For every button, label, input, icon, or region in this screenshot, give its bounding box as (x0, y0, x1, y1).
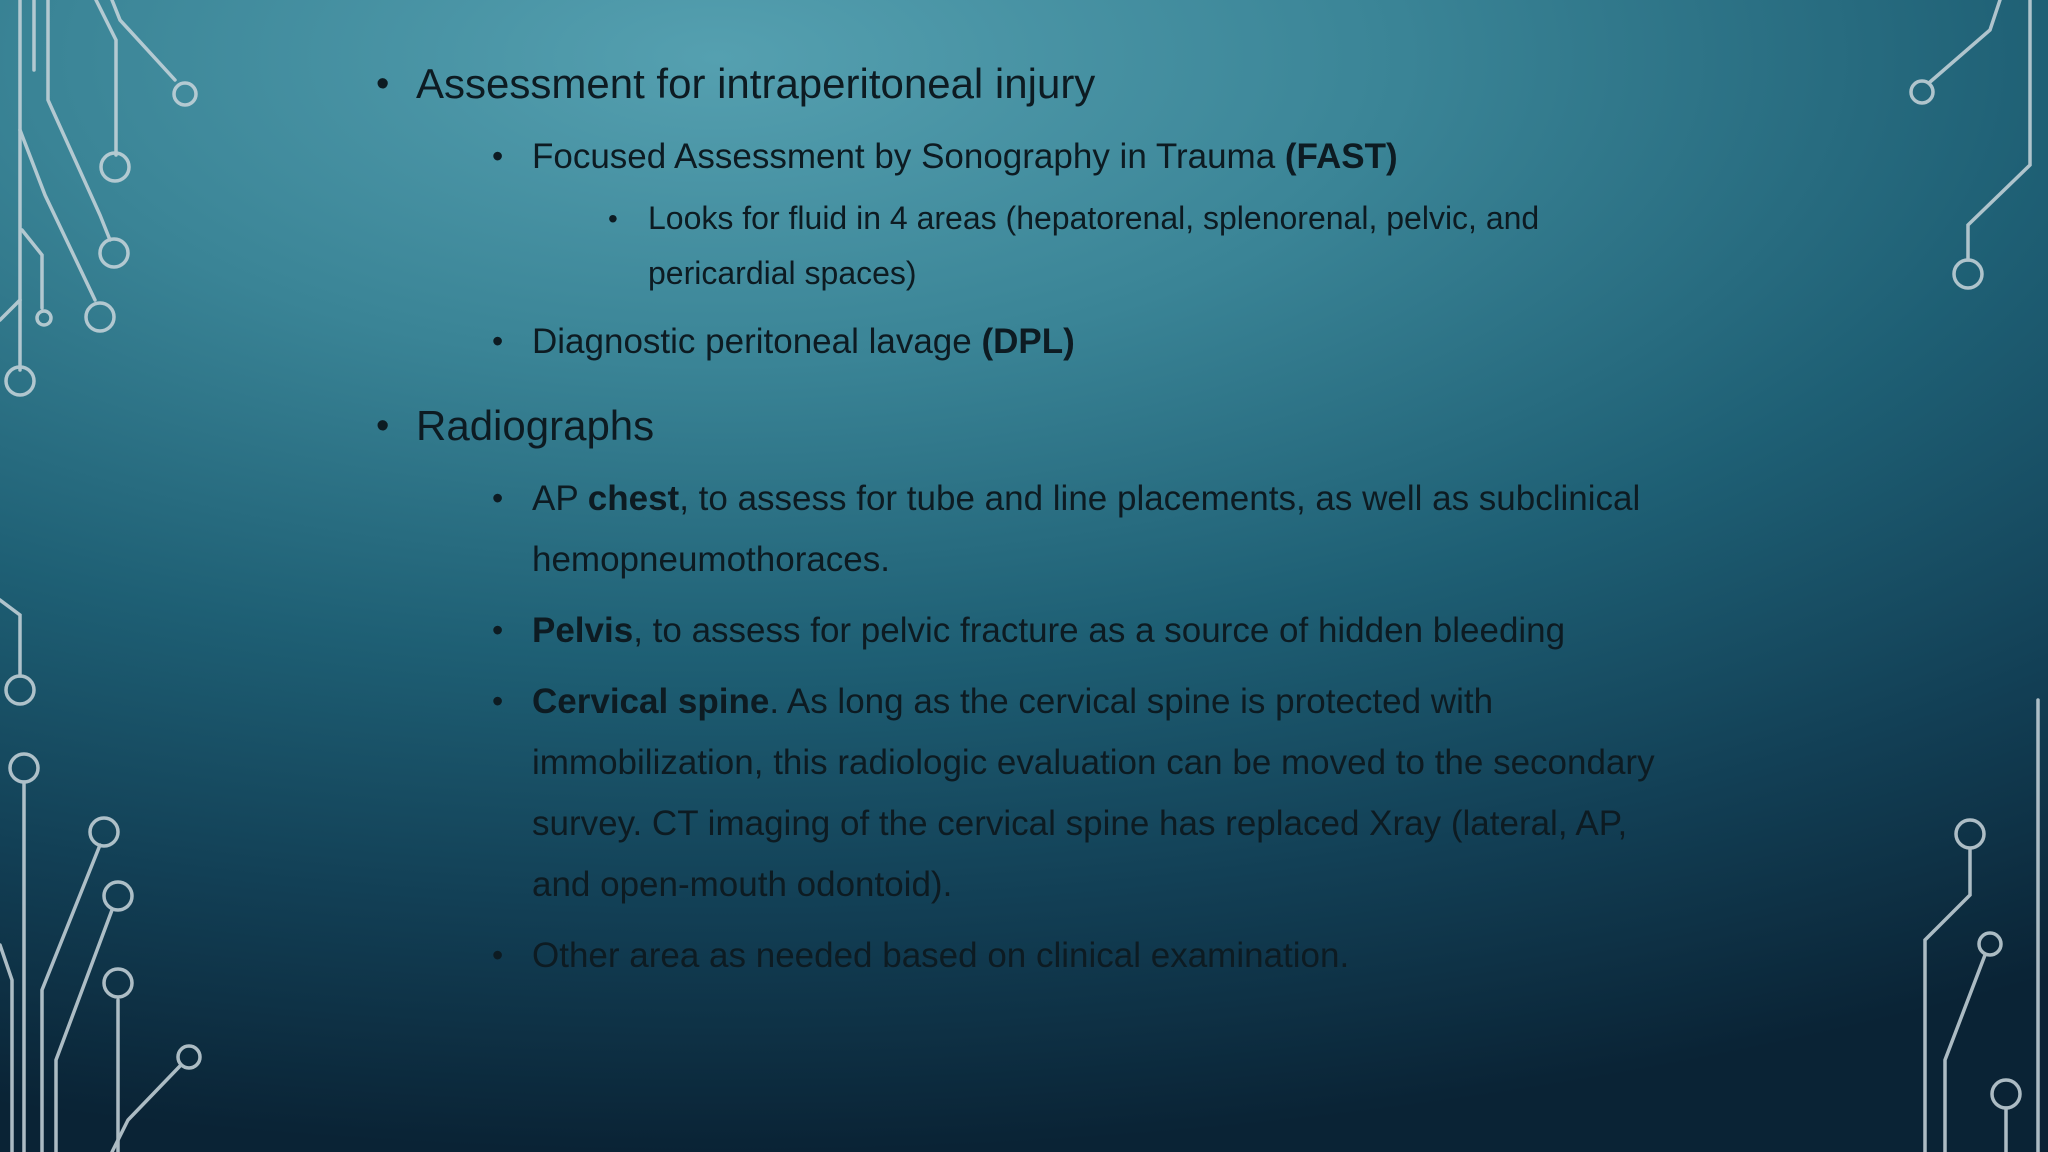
bullet-bold-text: (DPL) (981, 322, 1075, 361)
circuit-trace-left (20, 130, 95, 300)
bullet-cervical-spine (492, 671, 1676, 915)
circuit-trace-left (96, 0, 116, 155)
circuit-trace-right (1930, 0, 2000, 82)
circuit-trace-left (48, 0, 110, 240)
bullet-pelvis (492, 600, 1676, 661)
bullet-fast (492, 126, 1676, 301)
bullet-icon: • (492, 323, 504, 359)
sub-bullet-list (416, 468, 1676, 986)
circuit-trace-left (0, 300, 20, 320)
bullet-text: Assessment for intraperitoneal injury (416, 60, 1096, 107)
bullet-fluid-areas (608, 191, 1676, 301)
circuit-trace-left (112, 1066, 180, 1152)
circuit-trace-left (0, 600, 20, 676)
bullet-radiographs (376, 394, 1676, 986)
bullet-icon: • (492, 683, 504, 719)
slide-content (376, 52, 1676, 986)
bullet-icon: • (492, 937, 504, 973)
bullet-text: , to assess for pelvic fracture as a source of hidden bleeding (633, 611, 1566, 650)
circuit-trace-left (42, 845, 100, 1152)
circuit-trace-right (1945, 955, 1985, 1152)
bullet-icon: • (376, 63, 390, 105)
bullet-icon: • (608, 203, 618, 234)
bullet-text: Looks for fluid in 4 areas (hepatorenal, splenorenal, pelvic, and pericardial spaces) (648, 200, 1540, 291)
circuit-trace-left (0, 945, 12, 1152)
bullet-text: Other area as needed based on clinical examination. (532, 936, 1350, 975)
circuit-trace-right (1968, 0, 2030, 260)
bullet-icon: • (376, 405, 390, 447)
bullet-text: Focused Assessment by Sonography in Trauma (532, 137, 1285, 176)
bullet-icon: • (492, 480, 504, 516)
bullet-assessment (376, 52, 1676, 372)
bullet-icon: • (492, 612, 504, 648)
bullet-text: . As long as the cervical spine is protected with immobilization, this radiologic evaluation can be moved to the secondary survey. CT imaging of the cervical spine has replaced Xray (lateral, AP, and open-mouth odontoid). (532, 682, 1655, 904)
bullet-text: Diagnostic peritoneal lavage (532, 322, 982, 361)
bullet-text: Radiographs (416, 402, 655, 449)
circuit-trace-left (56, 910, 112, 1152)
circuit-trace-left (22, 230, 42, 308)
bullet-bold-text: Pelvis (532, 611, 634, 650)
circuit-trace-left (112, 0, 175, 80)
sub-sub-bullet-list (532, 191, 1676, 301)
bullet-dpl (492, 311, 1676, 372)
sub-bullet-list (416, 126, 1676, 372)
bullet-ap-chest (492, 468, 1676, 590)
bullet-other-area (492, 925, 1676, 986)
bullet-text: AP (532, 479, 588, 518)
bullet-list (376, 52, 1676, 986)
bullet-bold-text: chest (587, 479, 680, 518)
bullet-icon: • (492, 138, 504, 174)
bullet-bold-text: Cervical spine (532, 682, 770, 721)
bullet-bold-text: (FAST) (1284, 137, 1398, 176)
bullet-text: , to assess for tube and line placements, as well as subclinical hemopneumothoraces. (532, 479, 1641, 579)
circuit-trace-right (1925, 850, 1970, 1152)
